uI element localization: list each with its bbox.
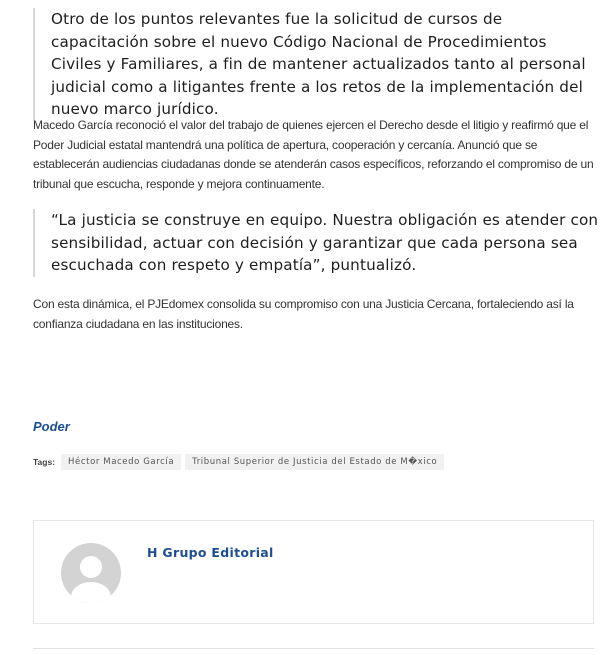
pull-quote-justicia bbox=[33, 209, 599, 277]
tags-label: Tags: bbox=[33, 457, 56, 467]
tag-link[interactable]: Tribunal Superior de Justicia del Estado de M�xico bbox=[185, 454, 444, 470]
paragraph-pjedomex: Con esta dinámica, el PJEdomex consolida su compromiso con una Justicia Cercana, fortaleciendo así la confianza ciudadana en las instituciones. bbox=[33, 297, 574, 331]
category-link[interactable]: Poder bbox=[33, 419, 70, 434]
author-box bbox=[33, 520, 594, 624]
divider bbox=[33, 648, 594, 649]
avatar[interactable] bbox=[61, 543, 121, 603]
quote-text: “La justicia se construye en equipo. Nuestra obligación es atender con sensibilidad, actuar con decisión y garantizar que cada persona sea escuchada con respeto y empatía”, puntualizó. bbox=[51, 211, 599, 274]
tag-link[interactable]: Héctor Macedo García bbox=[61, 454, 181, 470]
author-name-link[interactable]: H Grupo Editorial bbox=[147, 545, 274, 560]
user-silhouette-icon bbox=[61, 543, 121, 603]
tags-row bbox=[33, 454, 448, 470]
pull-quote-training bbox=[33, 8, 599, 121]
quote-text: Otro de los puntos relevantes fue la solicitud de cursos de capacitación sobre el nuevo Código Nacional de Procedimientos Civiles y Familiares, a fin de mantener actualizados tanto al personal judicial como a litigantes frente a los retos de la implementación del nuevo marco jurídico. bbox=[51, 10, 586, 118]
paragraph-macedo: Macedo García reconoció el valor del trabajo de quienes ejercen el Derecho desde el litigio y reafirmó que el Poder Judicial estatal mantendrá una política de apertura, cooperación y cercanía. Anunció que se establecerán audiencias ciudadanas donde se atenderán casos específicos, reforzando el compromiso de un tribunal que escucha, responde y mejora continuamente. bbox=[33, 118, 594, 191]
